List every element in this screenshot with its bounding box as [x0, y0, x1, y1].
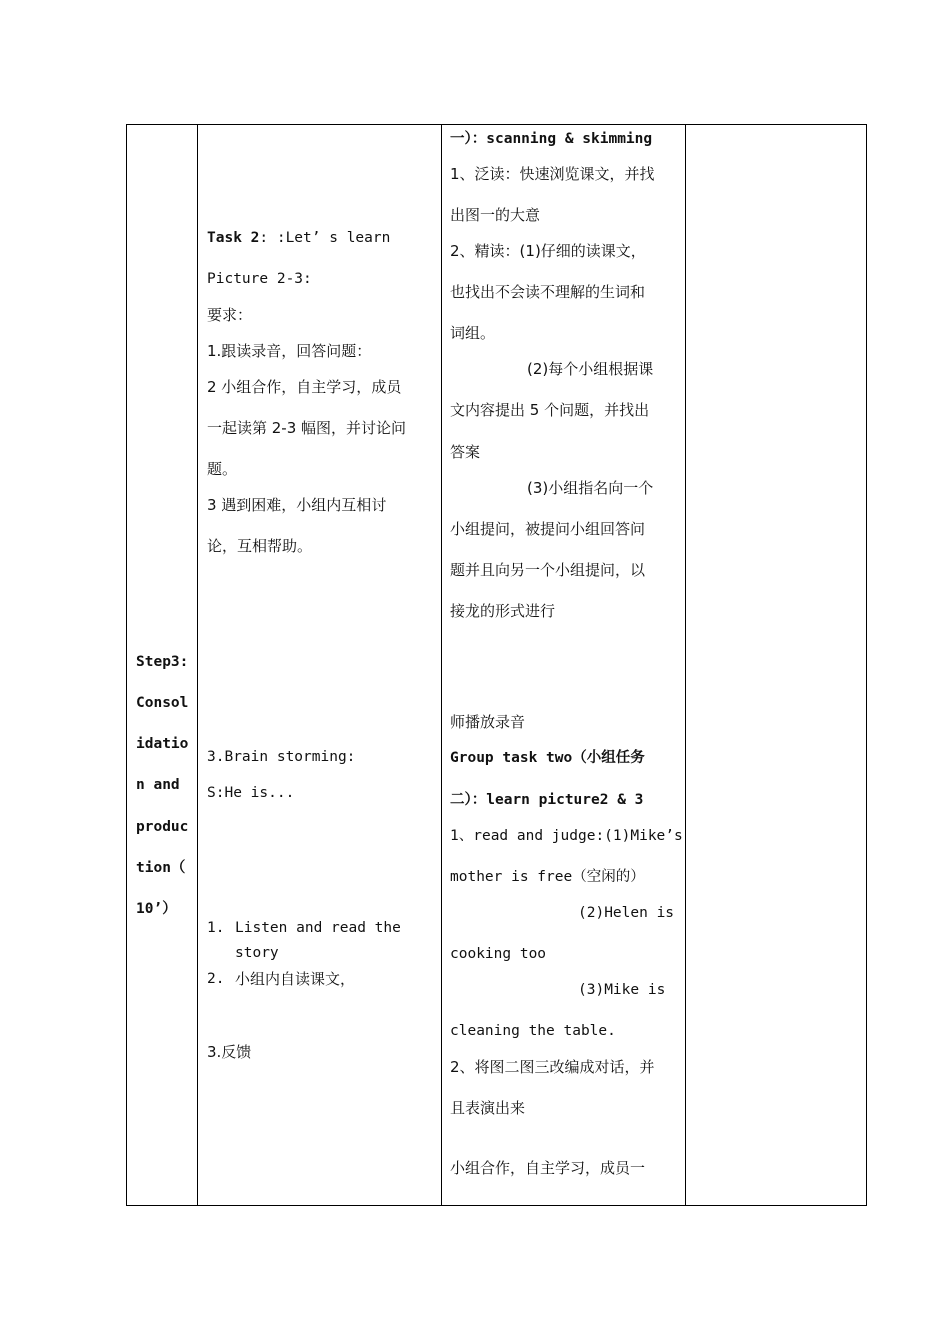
lesson-plan-table [126, 124, 867, 1206]
step-line: Consol [136, 695, 189, 711]
task-line: 也找出不会读不理解的生词和 [450, 283, 646, 301]
section-heading: 二）：learn picture2 & 3 [450, 792, 644, 808]
step-line: produc [136, 819, 189, 835]
task-line: 接龙的形式进行 [450, 602, 556, 620]
task-line: 1、read and judge:(1)Mike’s [450, 828, 683, 844]
requirement-item: 一起读第 2-3 幅图，并讨论问 [207, 419, 407, 437]
step-line: n and [136, 777, 180, 793]
student-activity-cell [198, 125, 441, 1205]
section-heading: 一）：scanning & skimming [450, 131, 653, 147]
section-heading: Group task two（小组任务 [450, 750, 645, 766]
task-title-prefix: Task 2 [207, 230, 260, 246]
task-line: 2、将图二图三改编成对话，并 [450, 1058, 655, 1076]
list-number: 2. [207, 971, 225, 987]
task-line: 词组。 [450, 324, 496, 342]
requirement-item: 2 小组合作，自主学习，成员 [207, 378, 402, 396]
task-line: 2、精读：(1)仔细的读课文， [450, 242, 646, 260]
task-title-suffix: : :Let’ s learn [259, 230, 391, 246]
task-line: (3)Mike is [578, 982, 666, 998]
brainstorm-label: 3.Brain storming: [207, 749, 356, 765]
task-line: (2)Helen is [578, 905, 675, 921]
task-line: mother is free（空闲的） [450, 869, 645, 885]
task-line: 小组合作，自主学习，成员一 [450, 1159, 646, 1177]
task-line: 答案 [450, 443, 481, 461]
step-line: tion（ [136, 860, 186, 876]
task-line: 且表演出来 [450, 1099, 526, 1117]
task-line: cleaning the table. [450, 1023, 616, 1039]
requirement-item: 题。 [207, 460, 238, 478]
teacher-note: 师播放录音 [450, 713, 526, 731]
task-line: (3)小组指名向一个 [527, 479, 654, 497]
list-item: story [235, 945, 279, 961]
requirement-item: 3 遇到困难，小组内互相讨 [207, 496, 387, 514]
task-line: 题并且向另一个小组提问，以 [450, 561, 646, 579]
task-line: 1、泛读：快速浏览课文，并找 [450, 165, 655, 183]
list-number: 1. [207, 920, 225, 936]
picture-label: Picture 2-3: [207, 271, 312, 287]
requirement-label: 要求： [207, 306, 253, 324]
task-title [207, 229, 390, 247]
step-line: Step3: [136, 654, 189, 670]
list-item: Listen and read the [235, 920, 401, 936]
task-line: 文内容提出 5 个问题，并找出 [450, 401, 650, 419]
list-item: 小组内自读课文， [235, 970, 356, 988]
notes-cell [686, 125, 866, 1205]
step-line: idatio [136, 736, 189, 752]
group-task-cell [442, 125, 685, 1205]
requirement-item: 1.跟读录音，回答问题： [207, 342, 372, 360]
feedback-label: 3.反馈 [207, 1043, 252, 1061]
task-line: (2)每个小组根据课 [527, 360, 654, 378]
task-line: 出图一的大意 [450, 206, 541, 224]
task-line: cooking too [450, 946, 547, 962]
requirement-item: 论，互相帮助。 [207, 537, 313, 555]
step-cell [127, 125, 197, 1205]
brainstorm-answer: S:He is... [207, 785, 295, 801]
task-line: 小组提问，被提问小组回答问 [450, 520, 646, 538]
step-line: 10’） [136, 901, 177, 917]
